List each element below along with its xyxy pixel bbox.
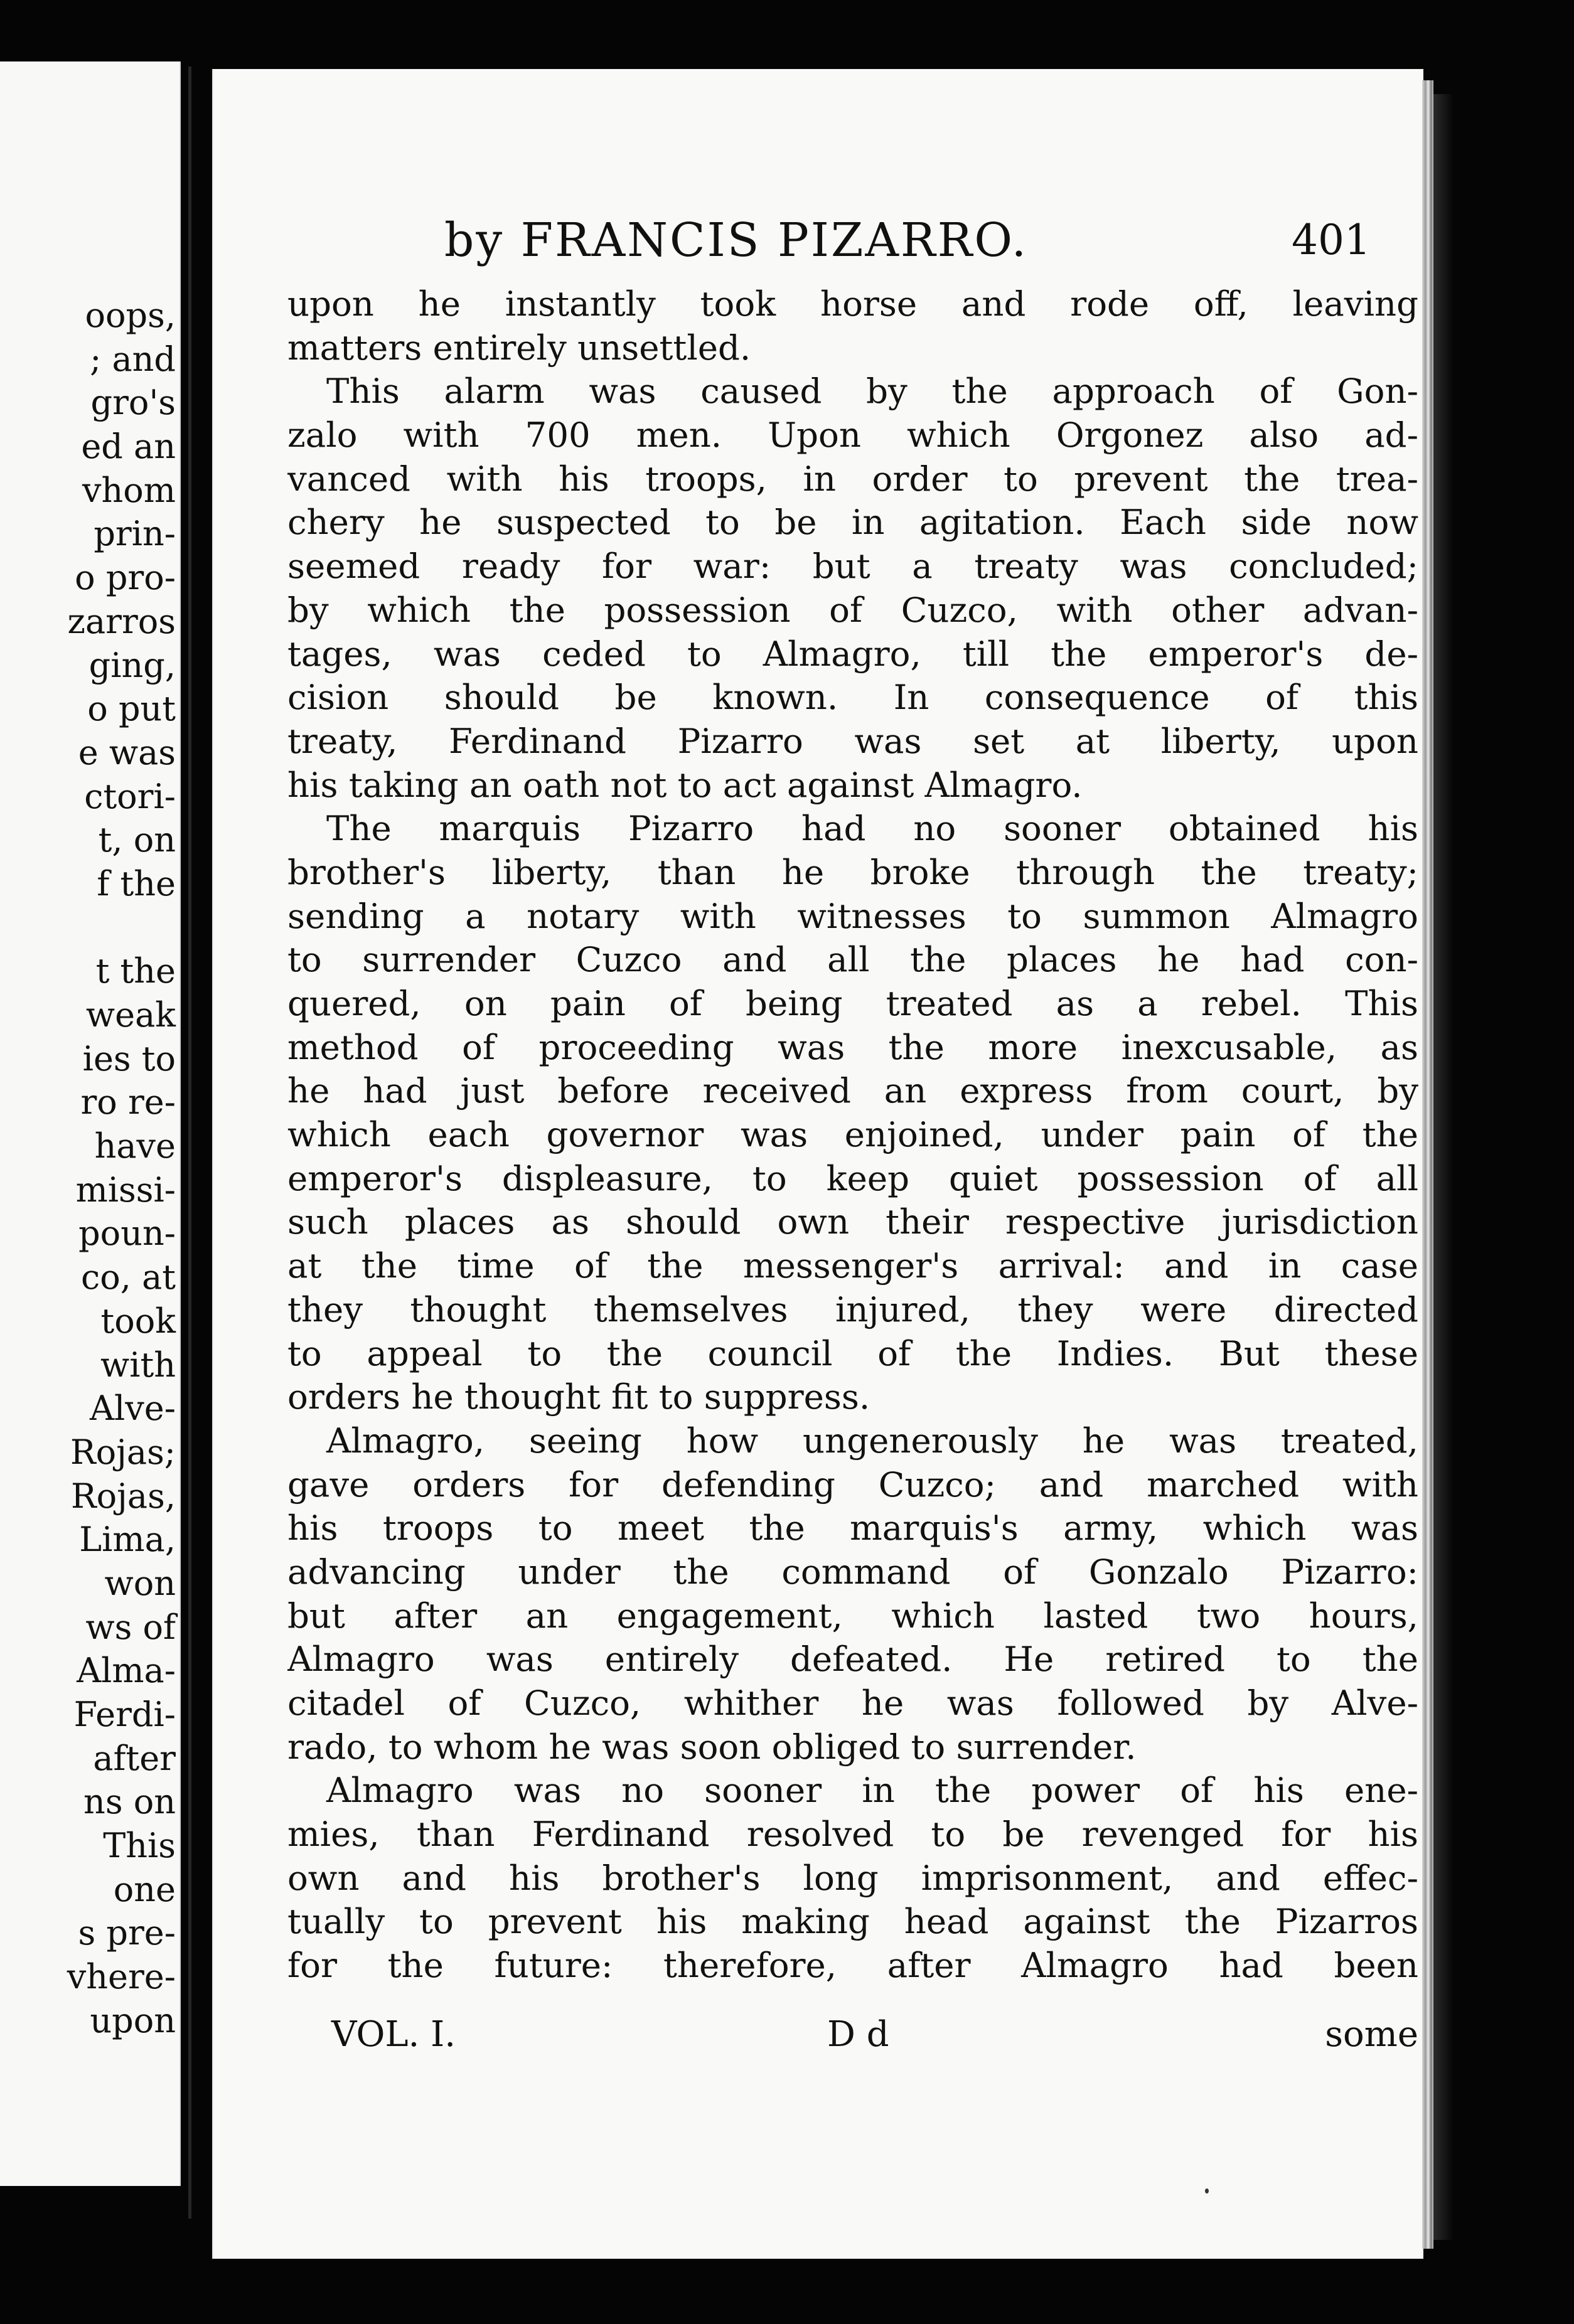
text-line: treaty, Ferdinand Pizarro was set at liberty, upon: [287, 720, 1418, 761]
body-text: [287, 282, 1418, 1988]
left-line: o pro-: [75, 558, 176, 598]
left-line: won: [104, 1563, 176, 1603]
left-page-text-fragments: [0, 294, 179, 2043]
left-line: prin-: [94, 514, 176, 554]
text-line: such places as should own their respective jurisdiction: [287, 1202, 1418, 1242]
binding-shadow: [1433, 94, 1452, 2240]
text-line: he had just before received an express from court, by: [287, 1070, 1418, 1111]
left-line: Lima,: [79, 1520, 176, 1560]
text-line: tually to prevent his making head against the Pizarros: [287, 1901, 1418, 1942]
text-line: to appeal to the council of the Indies. But these: [287, 1333, 1418, 1373]
text-line: cision should be known. In consequence of this: [287, 677, 1418, 718]
text-line: but after an engagement, which lasted two hours,: [287, 1595, 1418, 1636]
text-line: his taking an oath not to act against Almagro.: [287, 764, 1083, 805]
left-line: Rojas,: [71, 1476, 176, 1516]
text-line: sending a notary with witnesses to summon Almagro: [287, 895, 1418, 936]
left-line: ; and: [90, 339, 176, 379]
gutter-shadow: [188, 67, 191, 2219]
text-line: Almagro was no sooner in the power of his ene-: [326, 1770, 1418, 1811]
text-line: quered, on pain of being treated as a rebel. This: [287, 983, 1418, 1023]
ink-speck: [1205, 2188, 1209, 2193]
text-line: mies, than Ferdinand resolved to be revenged for his: [287, 1814, 1418, 1855]
text-line: chery he suspected to be in agitation. Each side now: [287, 502, 1418, 543]
text-line: citadel of Cuzco, whither he was followed by Alve-: [287, 1683, 1418, 1723]
left-line: poun-: [78, 1213, 176, 1254]
left-page: [0, 61, 181, 2186]
text-line: which each governor was enjoined, under pain of the: [287, 1114, 1418, 1155]
left-line: ies to: [82, 1038, 176, 1079]
text-line: vanced with his troops, in order to prevent the trea-: [287, 458, 1418, 499]
left-line: with: [100, 1345, 176, 1385]
left-line: have: [94, 1126, 176, 1166]
text-line: matters entirely unsettled.: [287, 327, 751, 368]
running-head-title: by FRANCIS PIZARRO.: [444, 213, 1029, 267]
left-line: Ferdi-: [73, 1695, 176, 1734]
left-line: ctori-: [84, 776, 176, 816]
left-line: ws of: [85, 1607, 176, 1647]
signature-mark: D d: [827, 2014, 889, 2055]
left-line: gro's: [90, 383, 176, 423]
text-line: for the future: therefore, after Almagro had been: [287, 1945, 1418, 1986]
left-line: t, on: [98, 820, 176, 860]
left-line: zarros: [67, 601, 176, 641]
text-line: seemed ready for war: but a treaty was concluded;: [287, 546, 1418, 587]
text-line: Almagro was entirely defeated. He retired to the: [287, 1639, 1418, 1680]
text-line: his troops to meet the marquis's army, which was: [287, 1508, 1418, 1548]
text-line: advancing under the command of Gonzalo Pizarro:: [287, 1551, 1418, 1592]
left-line: after: [93, 1738, 176, 1778]
right-page: [212, 69, 1423, 2259]
text-line: upon he instantly took horse and rode off, leaving: [287, 284, 1418, 324]
left-line: upon: [90, 2000, 176, 2040]
text-line: tages, was ceded to Almagro, till the emperor's de-: [287, 633, 1418, 674]
left-line: ns on: [83, 1782, 176, 1822]
text-line: rado, to whom he was soon obliged to surrender.: [287, 1726, 1137, 1767]
volume-mark: VOL. I.: [331, 2014, 456, 2055]
text-line: they thought themselves injured, they were directed: [287, 1289, 1418, 1330]
left-line: f the: [97, 863, 176, 903]
page-number: 401: [1292, 216, 1371, 264]
text-line: at the time of the messenger's arrival: and in case: [287, 1245, 1418, 1286]
text-line: orders he thought fit to suppress.: [287, 1377, 870, 1417]
left-line: oops,: [85, 296, 176, 335]
left-line: ging,: [88, 645, 176, 685]
text-line: zalo with 700 men. Upon which Orgonez also ad-: [287, 415, 1418, 456]
running-head: [213, 206, 1423, 275]
left-line: Alve-: [90, 1389, 176, 1429]
left-line: This: [103, 1826, 176, 1866]
text-line: to surrender Cuzco and all the places he had con-: [287, 939, 1418, 980]
left-line: ro re-: [80, 1082, 176, 1122]
left-line: vhom: [82, 470, 176, 510]
left-line: vhere-: [67, 1957, 176, 1997]
catchword: some: [1325, 2014, 1418, 2055]
left-line: one: [113, 1869, 176, 1909]
page-footer: [287, 2007, 1418, 2063]
left-line: [0, 906, 179, 950]
left-line: Alma-: [77, 1651, 176, 1691]
text-line: emperor's displeasure, to keep quiet possession of all: [287, 1158, 1418, 1198]
text-line: This alarm was caused by the approach of Gon-: [326, 371, 1418, 412]
left-line: weak: [85, 995, 176, 1035]
left-line: s pre-: [78, 1913, 176, 1953]
left-line: took: [100, 1301, 176, 1341]
text-line: Almagro, seeing how ungenerously he was treated,: [326, 1420, 1418, 1461]
text-line: method of proceeding was the more inexcusable, as: [287, 1026, 1418, 1067]
left-line: o put: [87, 689, 176, 729]
left-line: missi-: [75, 1170, 176, 1210]
left-line: ed an: [81, 427, 176, 467]
page-edge: [1422, 80, 1433, 2249]
left-line: co, at: [81, 1257, 176, 1298]
text-line: by which the possession of Cuzco, with other advan-: [287, 589, 1418, 630]
left-line: t the: [95, 951, 176, 991]
left-line: e was: [78, 732, 176, 772]
text-line: The marquis Pizarro had no sooner obtained his: [326, 808, 1418, 849]
text-line: brother's liberty, than he broke through the treaty;: [287, 851, 1418, 892]
text-line: gave orders for defending Cuzco; and marched with: [287, 1464, 1418, 1505]
left-line: Rojas;: [70, 1432, 176, 1472]
text-line: own and his brother's long imprisonment, and effec-: [287, 1857, 1418, 1898]
